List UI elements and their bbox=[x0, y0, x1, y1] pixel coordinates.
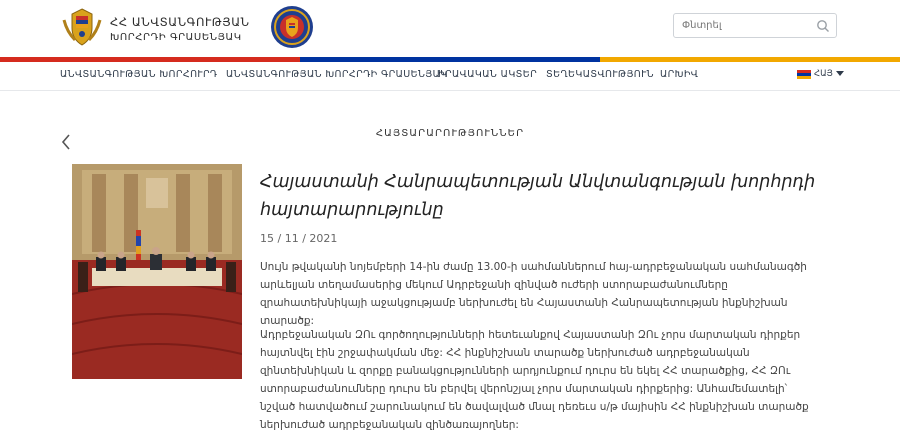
search-box[interactable] bbox=[673, 13, 837, 38]
armenia-flag-icon bbox=[797, 70, 811, 79]
article-paragraph-2: Ադրբեջանական ԶՈւ գործողությունների հետեւանքով Հայաստանի ԶՈւ չորս մարտական դիրքեր հայտնվել էին շրջափակման մեջ: ՀՀ ինքնիշխան տարածք ներխուժած ադրբեջանական զինտեխնիկան և զորքը բանակցությունների արդյունքում դուրս են եկել ՀՀ տարածքից, ՀՀ ԶՈւ ստորաբաժանումները դուրս են բերվել վերոնշյալ չորս մարտական դիրքերից: Անհամեմատելի՝ նշված հատվածում շարունակում են ծավալված մնալ դեռեւս ս/թ մայիսին ՀՀ ինքնիշխան տարածք ներխուժած ադրբեջանական զինծառայողներ: bbox=[260, 329, 809, 431]
security-council-seal-icon[interactable] bbox=[270, 5, 314, 49]
nav-item-legal-acts[interactable]: ԻՐԱՎԱԿԱՆ ԱԿՏԵՐ bbox=[438, 69, 538, 80]
search-icon[interactable] bbox=[816, 19, 830, 33]
nav-item-information[interactable]: ՏԵՂԵԿԱՏՎՈՒԹՅՈՒՆ bbox=[546, 69, 654, 80]
coat-of-arms-icon[interactable] bbox=[62, 6, 102, 48]
nav-item-archive[interactable]: ԱՐԽԻՎ bbox=[660, 69, 699, 80]
search-input[interactable] bbox=[682, 17, 812, 34]
article-date: 15 / 11 / 2021 bbox=[260, 232, 338, 245]
brand-line-2: ԽՈՐՀՐԴԻ ԳՐԱՍԵՆՅԱԿ bbox=[110, 32, 242, 43]
site-brand[interactable] bbox=[110, 14, 250, 46]
site-header bbox=[0, 0, 900, 57]
nav-item-security-council[interactable]: ԱՆՎՏԱՆԳՈՒԹՅԱՆ ԽՈՐՀՈՒՐԴ bbox=[60, 69, 218, 80]
main-nav bbox=[0, 62, 900, 87]
nav-divider bbox=[0, 90, 900, 91]
brand-line-1: ՀՀ ԱՆՎՏԱՆԳՈՒԹՅԱՆ bbox=[110, 15, 250, 29]
article-paragraph-1: Սույն թվականի նոյեմբերի 14-ին ժամը 13.00-ի սահմաններում հայ-ադրբեջանական սահմանագծի արևելյան տեղամասերից մեկում Ադրբեջանի զինված ուժերի ստորաբաժանումները զրահատեխնիկայի աջակցությամբ ներխուժել են Հայաստանի Հանրապետության ինքնիշխան տարածք: bbox=[260, 261, 807, 327]
language-label: ՀԱՅ bbox=[814, 69, 833, 79]
article-photo bbox=[72, 164, 242, 379]
section-title: ՀԱՅՏԱՐԱՐՈՒԹՅՈՒՆՆԵՐ bbox=[375, 128, 525, 139]
nav-item-council-office[interactable]: ԱՆՎՏԱՆԳՈՒԹՅԱՆ ԽՈՐՀՐԴԻ ԳՐԱՍԵՆՅԱԿ bbox=[226, 69, 448, 80]
chevron-down-icon bbox=[836, 71, 844, 77]
language-selector[interactable] bbox=[797, 68, 844, 80]
article-title: Հայաստանի Հանրապետության Անվտանգության խորհրդի հայտարարությունը bbox=[260, 172, 816, 220]
